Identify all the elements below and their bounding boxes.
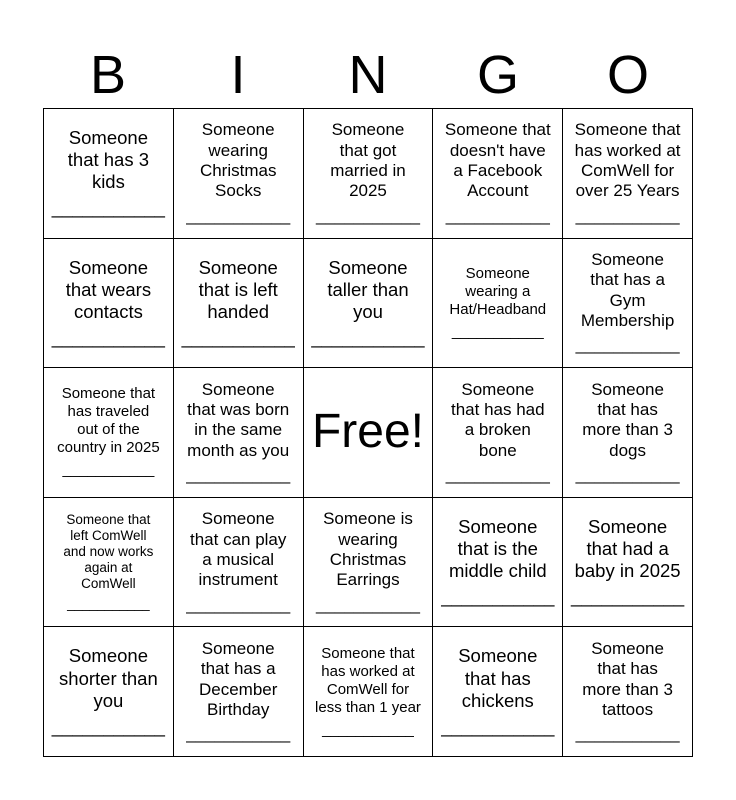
bingo-board xyxy=(43,108,693,757)
free-space-cell[interactable] xyxy=(304,368,434,498)
cell-prompt: Someone taller than you xyxy=(327,256,409,322)
bingo-cell-r2-c2[interactable] xyxy=(174,239,304,369)
free-space-label: Free! xyxy=(311,405,424,459)
cell-prompt: Someone shorter than you xyxy=(59,645,158,711)
cell-prompt: Someone that has 3 kids xyxy=(67,126,150,193)
signature-line: ___________ xyxy=(67,596,150,612)
bingo-cell-r5-c4[interactable] xyxy=(433,627,563,757)
bingo-cell-r2-c5[interactable] xyxy=(563,239,693,369)
bingo-cell-r3-c1[interactable] xyxy=(44,368,174,498)
bingo-cell-r1-c4[interactable] xyxy=(433,109,563,239)
signature-line: ___________ xyxy=(186,594,291,614)
header-letter-o: O xyxy=(606,45,649,105)
bingo-cell-r3-c2[interactable] xyxy=(174,368,304,498)
signature-line: ___________ xyxy=(311,327,425,349)
bingo-cell-r5-c5[interactable] xyxy=(563,627,693,757)
bingo-cell-r4-c4[interactable] xyxy=(433,498,563,628)
signature-line: ___________ xyxy=(441,586,555,608)
cell-prompt: Someone that has had a broken bone xyxy=(451,379,545,460)
cell-prompt: Someone wearing a Hat/Headband xyxy=(449,264,547,318)
bingo-cell-r1-c3[interactable] xyxy=(304,109,434,239)
cell-prompt: Someone wearing Christmas Socks xyxy=(199,120,277,201)
cell-prompt: Someone that has a December Birthday xyxy=(198,638,278,719)
signature-line: ___________ xyxy=(322,720,414,738)
bingo-cell-r5-c1[interactable] xyxy=(44,627,174,757)
signature-line: ___________ xyxy=(51,197,165,219)
cell-prompt: Someone that has a Gym Membership xyxy=(580,249,675,331)
cell-prompt: Someone that can play a musical instrument xyxy=(189,509,287,590)
cell-prompt: Someone is wearing Christmas Earrings xyxy=(323,509,413,590)
signature-line: ___________ xyxy=(575,335,680,355)
cell-prompt: Someone that has chickens xyxy=(458,645,538,711)
cell-prompt: Someone that has more than 3 tattoos xyxy=(582,638,673,719)
header-letter-i: I xyxy=(230,45,246,105)
bingo-cell-r1-c5[interactable] xyxy=(563,109,693,239)
bingo-cell-r4-c5[interactable] xyxy=(563,498,693,628)
signature-line: ___________ xyxy=(315,594,420,614)
cell-prompt: Someone that is left handed xyxy=(198,256,278,322)
cell-prompt: Someone that wears contacts xyxy=(65,256,152,322)
bingo-cell-r1-c1[interactable] xyxy=(44,109,174,239)
cell-prompt: Someone that had a baby in 2025 xyxy=(574,515,681,582)
bingo-cell-r5-c2[interactable] xyxy=(174,627,304,757)
signature-line: ___________ xyxy=(186,205,291,225)
bingo-cell-r4-c2[interactable] xyxy=(174,498,304,628)
cell-prompt: Someone that has worked at ComWell for over 25 Years xyxy=(574,120,681,201)
bingo-cell-r4-c3[interactable] xyxy=(304,498,434,628)
bingo-cell-r4-c1[interactable] xyxy=(44,498,174,628)
signature-line: ___________ xyxy=(445,465,550,485)
bingo-cell-r2-c4[interactable] xyxy=(433,239,563,369)
header-letter-b: B xyxy=(89,45,127,105)
cell-prompt: Someone that left ComWell and now works again at ComWell xyxy=(63,511,154,592)
cell-prompt: Someone that has more than 3 dogs xyxy=(582,379,673,460)
signature-line: ___________ xyxy=(51,715,165,737)
signature-line: ___________ xyxy=(186,724,291,744)
signature-line: ___________ xyxy=(575,465,680,485)
bingo-cell-r2-c1[interactable] xyxy=(44,239,174,369)
header-letter-g: G xyxy=(476,45,519,105)
signature-line: ___________ xyxy=(186,465,291,485)
signature-line: ___________ xyxy=(441,715,555,737)
signature-line: ___________ xyxy=(181,327,295,349)
bingo-cell-r1-c2[interactable] xyxy=(174,109,304,239)
cell-prompt: Someone that was born in the same month as you xyxy=(187,379,290,460)
bingo-cell-r3-c4[interactable] xyxy=(433,368,563,498)
signature-line: ___________ xyxy=(451,322,544,340)
bingo-cell-r2-c3[interactable] xyxy=(304,239,434,369)
signature-line: ___________ xyxy=(445,205,550,225)
bingo-header xyxy=(43,42,693,108)
cell-prompt: Someone that has worked at ComWell for less than 1 year xyxy=(315,644,421,716)
cell-prompt: Someone that is the middle child xyxy=(448,515,547,582)
cell-prompt: Someone that got married in 2025 xyxy=(330,120,406,201)
signature-line: ___________ xyxy=(571,586,685,608)
cell-prompt: Someone that has traveled out of the country in 2025 xyxy=(57,385,160,457)
bingo-cell-r3-c5[interactable] xyxy=(563,368,693,498)
header-letter-n: N xyxy=(348,45,388,105)
signature-line: ___________ xyxy=(51,327,165,349)
cell-prompt: Someone that doesn't have a Facebook Account xyxy=(444,120,551,201)
signature-line: ___________ xyxy=(315,205,420,225)
signature-line: ___________ xyxy=(575,205,680,225)
signature-line: ___________ xyxy=(62,461,155,479)
signature-line: ___________ xyxy=(575,724,680,744)
bingo-cell-r5-c3[interactable] xyxy=(304,627,434,757)
